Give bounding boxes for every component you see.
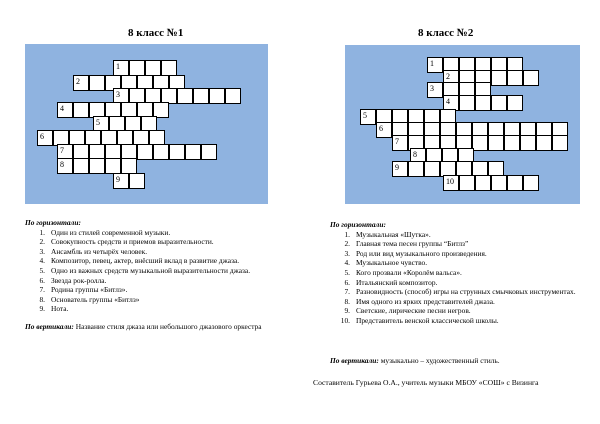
clue-number: 8 — [60, 160, 64, 169]
clue-item — [330, 230, 592, 240]
clue-text: Итальянский композитор. — [356, 277, 438, 287]
clue-num: 6. — [39, 275, 45, 285]
puzzle1-title: 8 класс №1 — [128, 27, 184, 39]
clue-number: 1 — [116, 62, 120, 71]
clue-num: 7. — [344, 287, 350, 297]
clue-text: Музыкальное чувство. — [356, 258, 428, 268]
crossword1-cell[interactable] — [129, 60, 145, 76]
clue-num: 2. — [344, 239, 350, 249]
clue-num: 10. — [340, 315, 350, 325]
clue-num: 9. — [39, 304, 45, 314]
crossword1-cell[interactable] — [137, 144, 153, 160]
clue-number: 10 — [446, 177, 454, 186]
clue-text: Имя одного из ярких представителей джаза. — [356, 296, 495, 306]
clue-item — [25, 295, 295, 305]
crossword1-cell[interactable] — [73, 75, 89, 91]
crossword1-cell[interactable] — [121, 158, 137, 174]
crossword2-cell[interactable] — [475, 175, 491, 191]
crossword1-cell[interactable] — [209, 88, 225, 104]
crossword1-cell[interactable] — [225, 88, 241, 104]
crossword1-cell[interactable] — [193, 88, 209, 104]
crossword2-cell[interactable] — [552, 135, 568, 151]
clue-text: Совокупность средств и приемов выразительности. — [51, 237, 214, 247]
clue-number: 3 — [116, 90, 120, 99]
author-credit: Составитель Гурьева О.А., учитель музыки МБОУ «СОШ» с Визинга — [313, 378, 539, 387]
crossword1-cell[interactable] — [185, 144, 201, 160]
clue-number: 9 — [395, 163, 399, 172]
clue-number: 4 — [446, 97, 450, 106]
clue-item — [25, 256, 295, 266]
crossword1-cell[interactable] — [161, 60, 177, 76]
clue-text: Светские, лирические песни негров. — [356, 306, 471, 316]
clue-number: 5 — [96, 118, 100, 127]
clue-number: 7 — [60, 146, 64, 155]
horizontal-heading: По горизонтали: — [25, 218, 81, 227]
clue-text: Музыкальная «Шутка». — [356, 229, 431, 239]
clue-num: 5. — [39, 265, 45, 275]
vertical-heading: По вертикали: — [25, 322, 74, 331]
clue-num: 6. — [344, 277, 350, 287]
clue-number: 7 — [395, 137, 399, 146]
crossword1-cell[interactable] — [73, 158, 89, 174]
crossword2-cell[interactable] — [408, 161, 424, 177]
crossword2-cell[interactable] — [475, 95, 491, 111]
clue-text: Звезда рок-ролла. — [51, 275, 107, 285]
crossword1-cell[interactable] — [129, 173, 145, 189]
clue-text: Кого прозвали «Королём вальса». — [356, 267, 462, 277]
crossword2-cell[interactable] — [472, 135, 488, 151]
crossword1-cell[interactable] — [105, 158, 121, 174]
clue-text: Нота. — [51, 304, 69, 314]
clue-num: 1. — [39, 227, 45, 237]
clue-text: Одно из важных средств музыкальной выразительности джаза. — [51, 265, 251, 275]
crossword2-cell[interactable] — [459, 95, 475, 111]
puzzle1-vertical-clue — [25, 322, 265, 332]
crossword2-cell[interactable] — [360, 109, 376, 125]
clue-item — [25, 228, 295, 238]
vertical-text: Название стиля джаза или небольшого джазового оркестра — [75, 322, 262, 331]
crossword2-cell[interactable] — [504, 135, 520, 151]
vertical-heading: По вертикали: — [330, 356, 379, 365]
clue-number: 6 — [379, 124, 383, 133]
crossword2-cell[interactable] — [392, 135, 408, 151]
clue-num: 8. — [344, 296, 350, 306]
clue-number: 9 — [116, 175, 120, 184]
crossword1-cell[interactable] — [145, 60, 161, 76]
clue-item — [25, 285, 295, 295]
clue-item — [25, 247, 295, 257]
crossword2-cell[interactable] — [491, 95, 507, 111]
clue-num: 3. — [344, 248, 350, 258]
crossword1-cell[interactable] — [169, 144, 185, 160]
clue-item — [330, 287, 592, 297]
clue-item — [330, 258, 592, 268]
clue-item — [330, 239, 592, 249]
clue-num: 5. — [344, 267, 350, 277]
crossword1-cell[interactable] — [153, 144, 169, 160]
crossword1-cell[interactable] — [89, 158, 105, 174]
crossword2-cell[interactable] — [520, 135, 536, 151]
puzzle2-horizontal-clues — [330, 220, 592, 326]
clue-item — [330, 278, 592, 288]
crossword2-cell[interactable] — [536, 135, 552, 151]
clue-num: 8. — [39, 294, 45, 304]
clue-text: Главная тема песен группы “Битлз” — [356, 239, 469, 249]
crossword2-cell[interactable] — [507, 95, 523, 111]
puzzle1-horizontal-clues — [25, 218, 295, 314]
crossword1-cell[interactable] — [73, 102, 89, 118]
clue-text: Основатель группы «Битлз» — [51, 294, 140, 304]
clue-item — [330, 249, 592, 259]
crossword1-cell[interactable] — [89, 75, 105, 91]
clue-text: Композитор, певец, актер, внёсший вклад в развитие джаза. — [51, 256, 240, 266]
crossword1-cell[interactable] — [113, 60, 129, 76]
crossword1-cell[interactable] — [201, 144, 217, 160]
crossword2-cell[interactable] — [507, 70, 523, 86]
crossword1-cell[interactable] — [57, 102, 73, 118]
clue-number: 1 — [430, 59, 434, 68]
clue-text: Ансамбль из четырёх человек. — [51, 246, 148, 256]
crossword2-cell[interactable] — [392, 161, 408, 177]
crossword2-cell[interactable] — [443, 175, 459, 191]
crossword1-cell[interactable] — [113, 173, 129, 189]
vertical-text: музыкально – художественный стиль. — [380, 356, 500, 365]
crossword2-cell[interactable] — [427, 57, 443, 73]
crossword2-cell[interactable] — [427, 82, 443, 98]
clue-item — [25, 266, 295, 276]
clue-item — [330, 316, 592, 326]
clue-number: 2 — [446, 72, 450, 81]
crossword2-cell[interactable] — [424, 161, 440, 177]
clue-item — [330, 306, 592, 316]
crossword1-cell[interactable] — [37, 130, 53, 146]
clue-item — [25, 304, 295, 314]
crossword1-cell[interactable] — [57, 158, 73, 174]
clue-number: 4 — [60, 104, 64, 113]
clue-text: Род или вид музыкального произведения. — [356, 248, 487, 258]
crossword2-cell[interactable] — [523, 70, 539, 86]
crossword2-cell[interactable] — [507, 175, 523, 191]
clue-num: 7. — [39, 285, 45, 295]
clue-text: Разновидность (способ) игры на струнных смычковых инструментах. — [356, 287, 576, 297]
puzzle2-vertical-clue — [330, 356, 592, 366]
horizontal-heading: По горизонтали: — [330, 220, 386, 229]
clue-num: 3. — [39, 246, 45, 256]
clue-text: Родина группы «Битлз». — [51, 285, 128, 295]
crossword2-cell[interactable] — [459, 175, 475, 191]
crossword2-cell[interactable] — [523, 175, 539, 191]
crossword2-cell[interactable] — [491, 70, 507, 86]
clue-item — [330, 297, 592, 307]
crossword2-cell[interactable] — [376, 122, 392, 138]
clue-text: Один из стилей современной музыки. — [51, 227, 171, 237]
crossword1-cell[interactable] — [177, 88, 193, 104]
clue-number: 5 — [363, 111, 367, 120]
clue-number: 3 — [430, 84, 434, 93]
clue-num: 2. — [39, 237, 45, 247]
clue-item — [25, 237, 295, 247]
crossword2-cell[interactable] — [488, 135, 504, 151]
clue-number: 8 — [413, 150, 417, 159]
clue-item — [25, 276, 295, 286]
crossword2-cell[interactable] — [491, 175, 507, 191]
puzzle2-title: 8 класс №2 — [418, 27, 474, 39]
clue-num: 4. — [344, 258, 350, 268]
clue-num: 1. — [344, 229, 350, 239]
clue-num: 9. — [344, 306, 350, 316]
clue-number: 6 — [40, 132, 44, 141]
clue-text: Представитель венской классической школы. — [356, 315, 499, 325]
clue-num: 4. — [39, 256, 45, 266]
clue-item — [330, 268, 592, 278]
clue-number: 2 — [76, 77, 80, 86]
